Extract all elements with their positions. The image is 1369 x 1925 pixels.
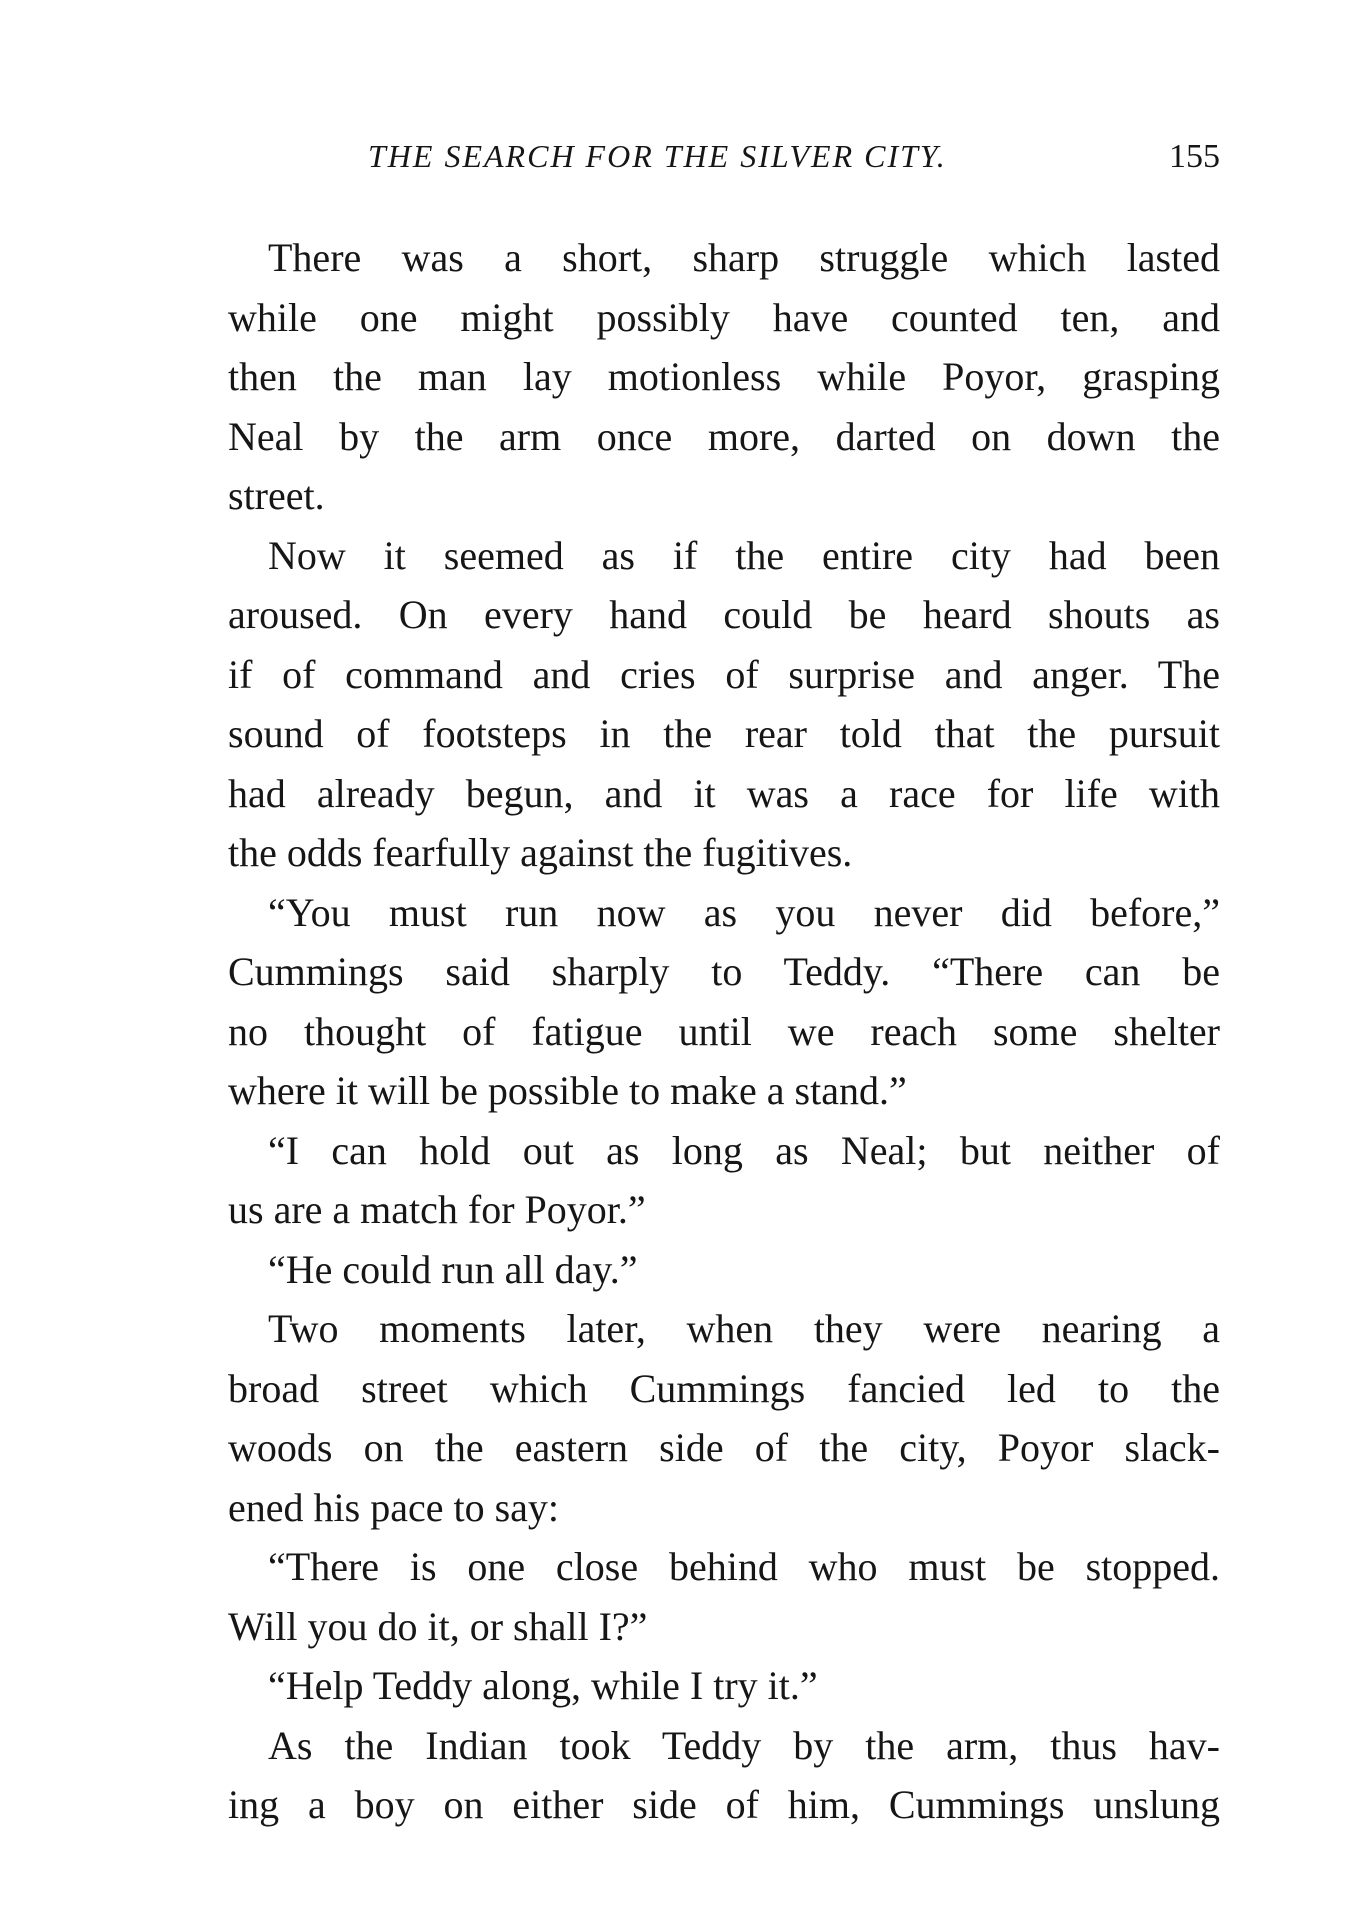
text-line: sound of footsteps in the rear told that the pursuit xyxy=(228,711,1220,756)
page-number: 155 xyxy=(1169,138,1220,175)
running-head xyxy=(228,138,1220,188)
text-line: ened his pace to say: xyxy=(228,1484,559,1530)
text-line: Two moments later, when they were nearing a xyxy=(268,1306,1220,1351)
running-title: THE SEARCH FOR THE SILVER CITY. xyxy=(368,138,947,174)
text-line: where it will be possible to make a stand.” xyxy=(228,1068,907,1113)
text-line: There was a short, sharp struggle which lasted xyxy=(268,235,1220,280)
text-line: Neal by the arm once more, darted on down the xyxy=(228,413,1220,459)
text-line: had already begun, and it was a race for life with xyxy=(228,770,1220,816)
body-text xyxy=(228,228,1220,1835)
text-line: Now it seemed as if the entire city had been xyxy=(268,532,1220,578)
text-line: “Help Teddy along, while I try it.” xyxy=(268,1663,818,1708)
text-line: “I can hold out as long as Neal; but neither of xyxy=(268,1127,1220,1173)
text-line: “There is one close behind who must be stopped. xyxy=(268,1544,1220,1589)
text-line: “He could run all day.” xyxy=(268,1246,638,1292)
text-line: broad street which Cummings fancied led to the xyxy=(228,1365,1220,1411)
text-line: no thought of fatigue until we reach some shelter xyxy=(228,1008,1220,1054)
text-line: if of command and cries of surprise and anger. The xyxy=(228,651,1220,697)
text-line: Will you do it, or shall I?” xyxy=(228,1603,648,1649)
text-line: the odds fearfully against the fugitives. xyxy=(228,830,853,875)
text-line: ing a boy on either side of him, Cummings unslung xyxy=(228,1782,1220,1827)
text-line: “You must run now as you never did before,” xyxy=(268,889,1220,935)
text-line: aroused. On every hand could be heard shouts as xyxy=(228,592,1220,637)
text-line: street. xyxy=(228,473,325,518)
text-line: us are a match for Poyor.” xyxy=(228,1187,646,1232)
text-line: while one might possibly have counted ten, and xyxy=(228,294,1220,340)
text-line: woods on the eastern side of the city, Poyor slack- xyxy=(228,1425,1220,1470)
text-line: Cummings said sharply to Teddy. “There can be xyxy=(228,949,1220,994)
text-line: then the man lay motionless while Poyor, grasping xyxy=(228,354,1220,399)
text-line: As the Indian took Teddy by the arm, thus hav- xyxy=(268,1722,1220,1768)
